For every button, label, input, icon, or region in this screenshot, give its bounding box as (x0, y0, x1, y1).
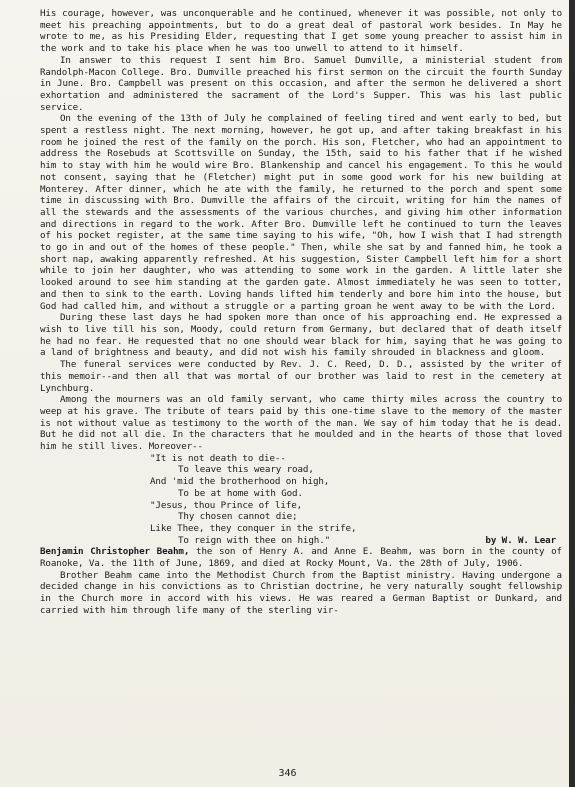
paragraph-1: His courage, however, was unconquerable and he continued, whenever it was possible, not only to meet his preaching appointments, but to do a great deal of pastoral work besides. In May he wrote to me, as his Presiding Elder, requesting that I get some young preacher to assist him in the work and to take his place when he was too unwell to attend to it himself. (40, 8, 562, 55)
verse-line: To reign with thee on high." (178, 534, 331, 546)
paragraph-4: During these last days he had spoken more than once of his approaching end. He expressed a wish to live till his son, Moody, could return from Germany, but declared that of death itself he had no fear. He requested that no one should wear black for him, saying that he was going to a land of brightness and beauty, and did not wish his family shrouded in blackness and gloom. (40, 312, 562, 359)
verse-line: To leave this weary road, (178, 464, 314, 476)
verse-line: Like Thee, they conquer in the strife, (150, 522, 357, 534)
verse-line: To be at home with God. (178, 487, 303, 499)
paragraph-2: In answer to this request I sent him Bro. Samuel Dumville, a ministerial student from Randolph-Macon College. Bro. Dumville preached his first sermon on the circuit the fourth Sunday in June. Bro. Campbell was present on this occasion, and after the sermon he delivered a short exhortation and administered the sacrament of the Lord's Supper. This was his last public service. (40, 54, 562, 113)
obituary-paragraph: Brother Beahm came into the Methodist Church from the Baptist ministry. Having undergone a decided change in his convictions as to Christian doctrine, he very naturally sought fellowship in the Church more in accord with his views. He was reared a German Baptist or Dunkard, and carried with him through life many of the sterling vir- (40, 569, 562, 616)
verse-line: And 'mid the brotherhood on high, (150, 476, 330, 488)
obituary-intro-text: the son of Henry A. and Anne E. Beahm, was born in the county of Roanoke, Va. the 11th of June, 1869, and died at Rocky Mount, Va. the 28th of July, 1906. (40, 546, 562, 570)
verse-last-row (150, 535, 562, 547)
paragraph-3: On the evening of the 13th of July he complained of feeling tired and went early to bed, but spent a restless night. The next morning, however, he got up, and after taking breakfast in his room he joined the rest of the family on the porch. His son, Fletcher, who had an appointment to address the Rosebuds at Scottsville on Sunday, the 15th, said to his father that if he wished him to stay with him he would wire Bro. Blankenship and cancel his engagement. To this he would not consent, saying that he (Fletcher) might put in some good work for his new building at Monterey. After dinner, which he ate with the family, he returned to the porch and spent some time in discussing with Bro. Dumville the affairs of the circuit, writing for him the names of all the stewards and the assessments of the various churches, and giving him other information and directions in regard to the work. After Bro. Dumville left he continued to turn the leaves of his pocket register, at the same time saying to his wife, "Oh, how I wish that I had strength to go in and out of the homes of these people." Then, while she sat by and fanned him, he took a short nap, awaking apparently refreshed. At his suggestion, Sister Campbell left him for a short while to join her daughter, who was attending to some work in the garden. A little later she looked around to see him standing at the garden gate. Almost immediately he was seen to totter, and then to sink to the earth. Loving hands lifted him tenderly and bore him into the house, but God had called him, and without a struggle or a parting groan he went away to be with the Lord. (40, 113, 562, 312)
verse-line: "It is not death to die-- (150, 452, 286, 464)
author-byline: by W. W. Lear (485, 534, 556, 546)
scan-edge (569, 0, 575, 787)
obituary-name: Benjamin Christopher Beahm, (40, 546, 190, 558)
page-body (40, 8, 562, 617)
obituary-intro (40, 546, 562, 569)
verse-line: Thy chosen cannot die; (178, 511, 298, 523)
paragraph-6: Among the mourners was an old family servant, who came thirty miles across the country to weep at his grave. The tribute of tears paid by this one-time slave to the memory of the master is not without value as testimony to the worth of the man. We say of him today that he is dead. But he did not all die. In the characters that he moulded and in the hearts of those that loved him he still lives. Moreover-- (40, 394, 562, 453)
poem-verse (40, 453, 562, 547)
verse-line: "Jesus, thou Prince of life, (150, 499, 303, 511)
page-number: 346 (278, 768, 297, 779)
paragraph-5: The funeral services were conducted by Rev. J. C. Reed, D. D., assisted by the writer of this memoir--and then all that was mortal of our brother was laid to rest in the cemetery at Lynchburg. (40, 359, 562, 394)
